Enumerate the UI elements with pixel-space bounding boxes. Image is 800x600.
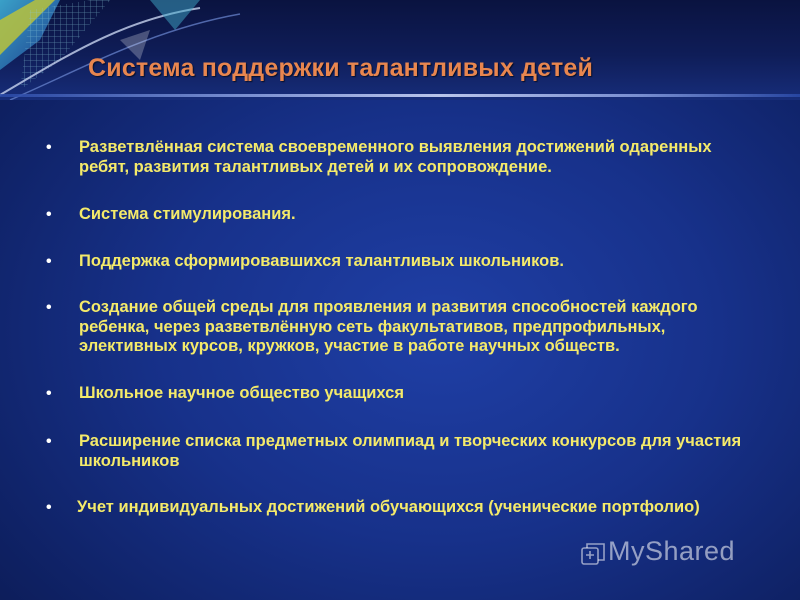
bullet-icon: •: [46, 384, 52, 402]
list-item: [46, 138, 746, 177]
bullet-icon: •: [46, 433, 52, 450]
watermark-text: MyShared: [608, 536, 736, 566]
myshared-logo-icon: [578, 538, 608, 568]
bullet-list: [46, 138, 746, 518]
bullet-icon: •: [46, 499, 52, 516]
list-item: [46, 205, 746, 225]
title-divider: [0, 94, 800, 97]
list-item: [46, 498, 746, 518]
list-item: [46, 384, 746, 404]
bullet-icon: •: [46, 299, 52, 316]
list-item-text: Разветвлённая система своевременного выявления достижений одаренных ребят, развития талантливых детей и их сопровождение.: [79, 138, 712, 176]
list-item-text: Школьное научное общество учащихся: [79, 383, 404, 402]
list-item-text: Расширение списка предметных олимпиад и творческих конкурсов для участия школьников: [79, 432, 742, 470]
list-item: [46, 252, 746, 272]
bullet-icon: •: [46, 206, 52, 223]
bullet-icon: •: [46, 252, 52, 270]
list-item: [46, 298, 746, 357]
list-item-text: Создание общей среды для проявления и развития способностей каждого ребенка, через разветвлённую сеть факультативов, предпрофильных, элективных курсов, кружков, участие в работе научных обществ.: [79, 298, 698, 355]
slide-title: Система поддержки талантливых детей: [88, 54, 594, 82]
bullet-icon: •: [46, 139, 52, 156]
decorative-corner-graphic: [0, 0, 260, 100]
list-item: [46, 432, 746, 471]
list-item-text: Учет индивидуальных достижений обучающихся (ученические портфолио): [77, 498, 700, 516]
list-item-text: Поддержка сформировавшихся талантливых школьников.: [79, 251, 564, 270]
list-item-text: Система стимулирования.: [79, 205, 296, 223]
header-band: [0, 0, 800, 100]
